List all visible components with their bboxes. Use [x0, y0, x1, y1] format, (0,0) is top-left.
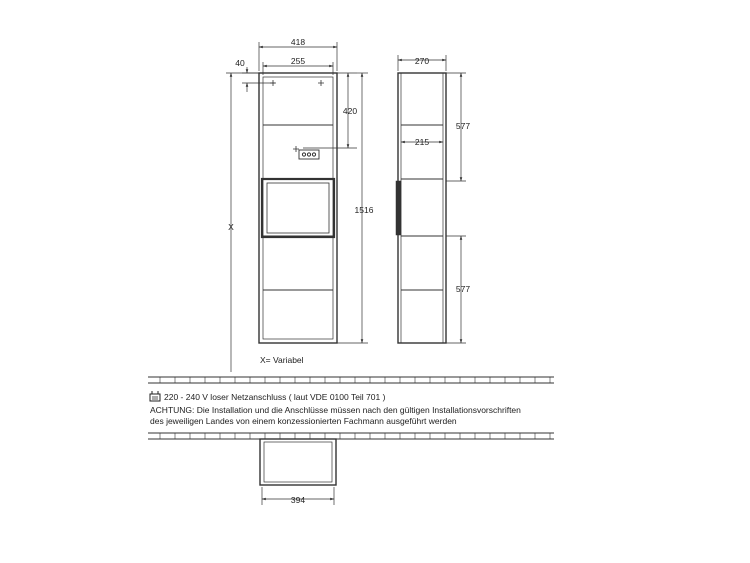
label-40: 40	[235, 58, 245, 68]
label-255: 255	[290, 56, 306, 66]
warning-line-2: des jeweiligen Landes von einem konzessionierten Fachmann ausgeführt werden	[150, 416, 457, 426]
label-215: 215	[414, 137, 430, 147]
floor-line-upper	[148, 377, 554, 383]
side-view-cabinet	[396, 73, 446, 343]
label-394: 394	[290, 495, 306, 505]
floor-line-lower	[148, 433, 554, 439]
front-view-cabinet	[259, 73, 337, 343]
label-x: X	[228, 222, 234, 232]
label-1516: 1516	[354, 205, 374, 215]
power-note: 220 - 240 V loser Netzanschluss ( laut VDE 0100 Teil 701 )	[164, 392, 386, 402]
label-420: 420	[342, 106, 358, 116]
socket-icon	[149, 390, 161, 402]
label-577-lower: 577	[455, 284, 471, 294]
power-socket	[299, 150, 319, 159]
warning-line-1: ACHTUNG: Die Installation und die Anschlüsse müssen nach den gültigen Installationsvorschriften	[150, 405, 521, 415]
variable-legend: X= Variabel	[260, 355, 304, 365]
label-270: 270	[414, 56, 430, 66]
label-577-upper: 577	[455, 121, 471, 131]
label-418: 418	[290, 37, 306, 47]
top-view-cabinet	[260, 439, 336, 485]
